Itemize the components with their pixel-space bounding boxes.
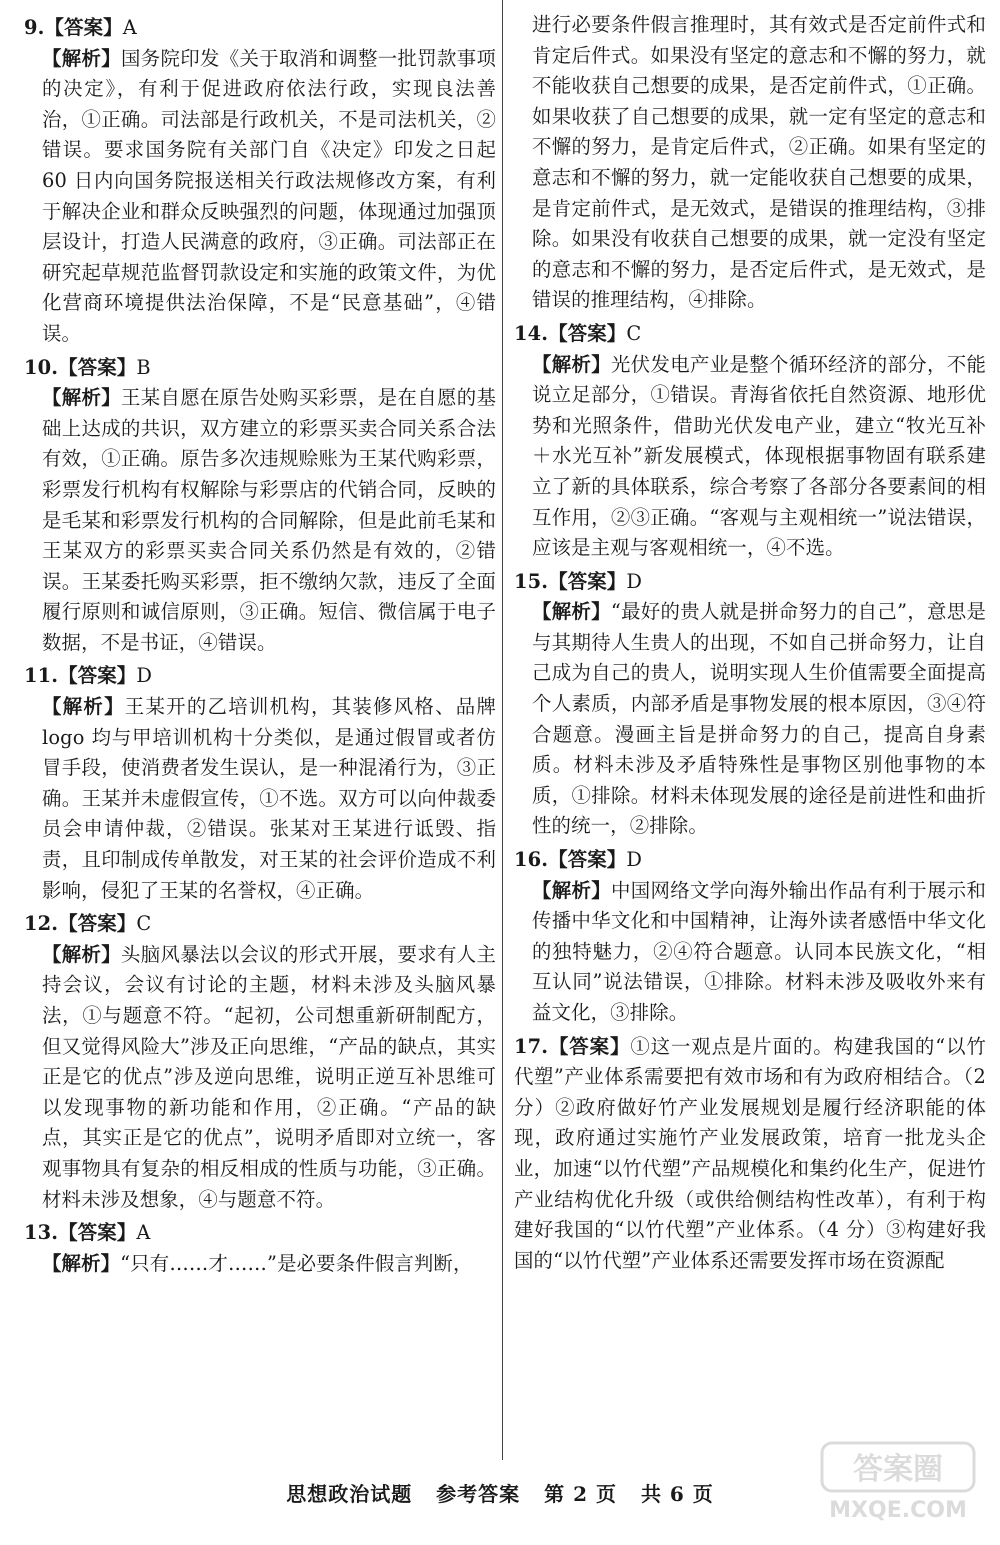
answer-tag: 【答案】 xyxy=(58,1221,137,1245)
question-number: 16. xyxy=(514,848,549,872)
footer-page-total: 共 6 页 xyxy=(640,1482,714,1506)
analysis-tag: 【解析】 xyxy=(42,1251,121,1275)
watermark-text: 答案圈 xyxy=(853,1452,943,1487)
question-number: 10. xyxy=(24,355,59,379)
answer-value: B xyxy=(136,355,151,379)
question-number: 13. xyxy=(24,1221,59,1245)
analysis-text: 王某自愿在原告处购买彩票，是在自愿的基础上达成的共识，双方建立的彩票买卖合同关系合法有效，①正确。原告多次违规赊账为王某代购彩票，彩票发行机构有权解除与彩票店的代销合同，反映的是毛某和彩票发行机构的合同解除，但是此前毛某和王某双方的彩票买卖合同关系仍然是有效的，②错误。王某委托购买彩票，拒不缴纳欠款，违反了全面履行原则和诚信原则，③正确。短信、微信属于电子数据，不是书证，④错误。 xyxy=(42,386,496,654)
watermark-url: MXQE.COM xyxy=(829,1498,967,1523)
answer-tag: 【答案】 xyxy=(548,848,627,872)
question-number: 17. xyxy=(514,1034,549,1058)
answer-text: ①这一观点是片面的。构建我国的“以竹代塑”产业体系需要把有效市场和有为政府相结合。（2 分）②政府做好竹产业发展规划是履行经济职能的体现，政府通过实施竹产业发展政策，培育一批龙头企业，加速“以竹代塑”产品规模化和集约化生产，促进竹产业结构优化升级（或供给侧结构性改革），有利于构建好我国的“以竹代塑”产业体系。（4 分）③构建好我国的“以竹代塑”产业体系还需要发挥市场在资源配 xyxy=(514,1034,986,1272)
analysis-text: 中国网络文学向海外输出作品有利于展示和传播中华文化和中国精神，让海外读者感悟中华文化的独特魅力，②④符合题意。认同本民族文化，“相互认同”说法错误，①排除。材料未涉及吸收外来有益文化，③排除。 xyxy=(532,878,986,1024)
answer-value: C xyxy=(626,321,642,345)
question-11 xyxy=(24,661,496,906)
analysis-text: “只有……才……”是必要条件假言判断， xyxy=(120,1251,473,1275)
analysis-tag: 【解析】 xyxy=(42,46,121,70)
analysis-tag: 【解析】 xyxy=(42,695,125,719)
answer-value: D xyxy=(626,848,643,872)
right-column xyxy=(514,10,986,1276)
analysis-tag: 【解析】 xyxy=(532,600,611,624)
left-column xyxy=(24,10,496,1279)
column-divider xyxy=(502,0,503,1460)
footer-title: 思想政治试题 xyxy=(286,1482,413,1506)
answer-tag: 【答案】 xyxy=(58,664,137,688)
question-number: 9. xyxy=(24,16,45,39)
answer-tag: 【答案】 xyxy=(58,912,137,936)
answer-value: D xyxy=(136,664,153,688)
question-12 xyxy=(24,909,496,1215)
analysis-tag: 【解析】 xyxy=(42,386,121,410)
question-13 xyxy=(24,1218,496,1279)
watermark-logo xyxy=(818,1439,978,1525)
question-number: 15. xyxy=(514,569,549,593)
answer-tag: 【答案】 xyxy=(548,1034,631,1058)
answer-value: D xyxy=(626,569,643,593)
answer-tag: 【答案】 xyxy=(44,16,123,39)
analysis-text: 王某开的乙培训机构，其装修风格、品牌 logo 均与甲培训机构十分类似，是通过假冒或者仿冒手段，使消费者发生误认，是一种混淆行为，③正确。王某并未虚假宣传，①不选。双方可以向仲裁委员会申请仲裁，②错误。张某对王某进行诋毁、指责，且印制成传单散发，对王某的社会评价造成不利影响，侵犯了王某的名誉权，④正确。 xyxy=(42,695,497,902)
analysis-text: “最好的贵人就是拼命努力的自己”，意思是与其期待人生贵人的出现，不如自己拼命努力，让自己成为自己的贵人，说明实现人生价值需要全面提高个人素质，内部矛盾是事物发展的根本原因，③④符合题意。漫画主旨是拼命努力的自己，提高自身素质。材料未涉及矛盾特殊性是事物区别他事物的本质，①排除。材料未体现发展的途径是前进性和曲折性的统一，②排除。 xyxy=(532,600,986,838)
question-16 xyxy=(514,845,986,1029)
analysis-tag: 【解析】 xyxy=(42,942,121,966)
answer-tag: 【答案】 xyxy=(548,321,627,345)
answer-value: C xyxy=(136,912,152,936)
question-number: 14. xyxy=(514,321,549,345)
question-number: 11. xyxy=(24,664,59,688)
analysis-text: 头脑风暴法以会议的形式开展，要求有人主持会议，会议有讨论的主题，材料未涉及头脑风暴法，①与题意不符。“起初，公司想重新研制配方，但又觉得风险大”涉及正向思维，“产品的缺点，其实正是它的优点”涉及逆向思维，说明正逆互补思维可以发现事物的新功能和作用，②正确。“产品的缺点，其实正是它的优点”，说明矛盾即对立统一，客观事物具有复杂的相反相成的性质与功能，③正确。材料未涉及想象，④与题意不符。 xyxy=(42,942,496,1211)
analysis-tag: 【解析】 xyxy=(532,352,611,376)
question-14 xyxy=(514,319,986,564)
analysis-text: 光伏发电产业是整个循环经济的部分，不能说立足部分，①错误。青海省依托自然资源、地形优势和光照条件，借助光伏发电产业，建立“牧光互补＋水光互补”新发展模式，体现根据事物固有联系建立了新的具体联系，综合考察了各部分各要素间的相互作用，②③正确。“客观与主观相统一”说法错误，应该是主观与客观相统一，④不选。 xyxy=(532,352,986,560)
answer-value: A xyxy=(122,16,137,39)
question-13-continuation: 进行必要条件假言推理时，其有效式是否定前件式和肯定后件式。如果没有坚定的意志和不懈的努力，就不能收获自己想要的成果，是否定前件式，①正确。如果收获了自己想要的成果，就一定有坚定的意志和不懈的努力，是肯定后件式，②正确。如果有坚定的意志和不懈的努力，就一定能收获自己想要的成果，是肯定前件式，是无效式，是错误的推理结构，③排除。如果没有收获自己想要的成果，就一定没有坚定的意志和不懈的努力，是否定后件式，是无效式，是错误的推理结构，④排除。 xyxy=(532,13,986,312)
footer-subtitle: 参考答案 xyxy=(436,1482,521,1506)
answer-value: A xyxy=(136,1221,151,1245)
analysis-tag: 【解析】 xyxy=(532,878,611,902)
question-10 xyxy=(24,353,496,659)
footer-page-number: 第 2 页 xyxy=(544,1482,617,1506)
question-9 xyxy=(24,13,496,350)
analysis-text: 国务院印发《关于取消和调整一批罚款事项的决定》，有利于促进政府依法行政，实现良法善治，①正确。司法部是行政机关，不是司法机关，②错误。要求国务院有关部门自《决定》印发之日起 60 日内向国务院报送相关行政法规修改方案，有利于解决企业和群众反映强烈的问题，体现通过加强顶层设计，打造人民满意的政府，③正确。司法部正在研究起草规范监督罚款设定和实施的政策文件，为优化营商环境提供法治保障，不是“民意基础”，④错误。 xyxy=(42,46,496,345)
answer-tag: 【答案】 xyxy=(58,355,137,379)
answer-tag: 【答案】 xyxy=(548,569,627,593)
question-17 xyxy=(514,1032,986,1277)
question-number: 12. xyxy=(24,912,59,936)
question-15 xyxy=(514,567,986,842)
